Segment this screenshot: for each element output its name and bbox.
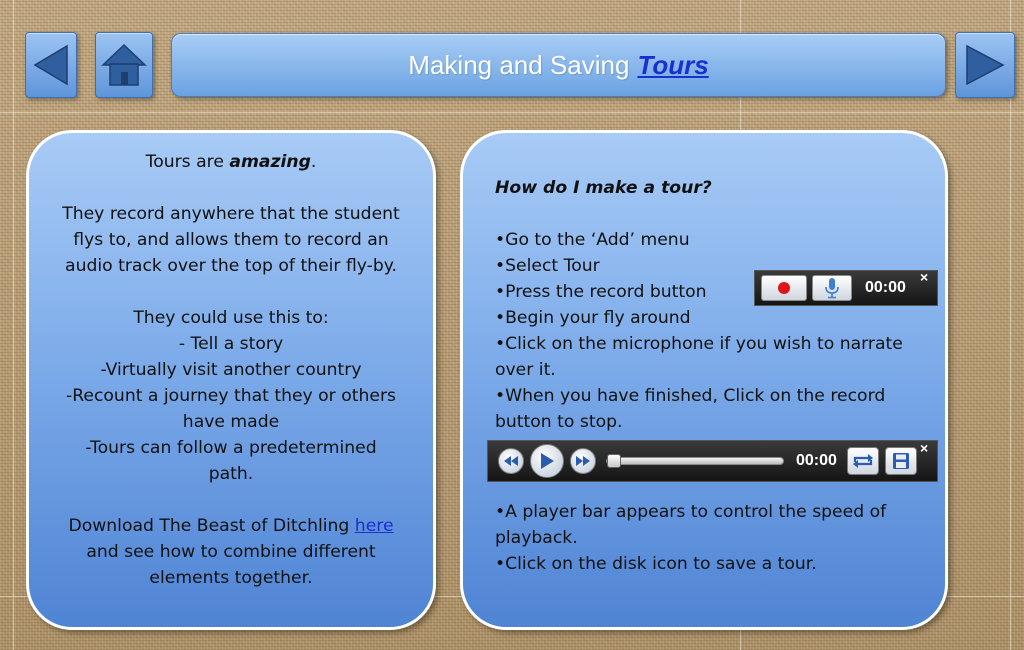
save-tour-button[interactable] xyxy=(885,447,917,475)
intro-line xyxy=(47,149,415,175)
next-button[interactable] xyxy=(955,32,1015,98)
download-here-link[interactable]: here xyxy=(354,516,394,536)
use-item: -Recount a journey that they or others have made xyxy=(66,386,396,432)
record-toolbar xyxy=(754,270,938,306)
microphone-icon xyxy=(824,277,840,299)
home-icon xyxy=(100,41,148,89)
loop-icon xyxy=(852,453,874,469)
step-item: •Click on the microphone if you wish to narrate over it. xyxy=(495,334,903,380)
intro-suffix: . xyxy=(310,152,317,172)
step-item: •Press the record button xyxy=(495,282,707,302)
play-button[interactable] xyxy=(530,444,564,478)
rewind-button[interactable] xyxy=(498,448,524,474)
step-item: •Go to the ‘Add’ menu xyxy=(495,230,690,250)
left-triangle-icon xyxy=(31,43,71,87)
download-suffix: and see how to combine different elements together. xyxy=(86,542,376,588)
playback-slider[interactable] xyxy=(606,457,784,465)
intro-emphasis: amazing xyxy=(229,152,311,172)
background-grid-line xyxy=(13,0,14,650)
step-item: •A player bar appears to control the speed of playback. xyxy=(495,502,887,548)
step-item: •Select Tour xyxy=(495,256,600,276)
loop-button[interactable] xyxy=(847,447,879,475)
player-toolbar xyxy=(487,440,938,482)
player-close-icon[interactable]: × xyxy=(920,440,929,456)
back-button[interactable] xyxy=(25,32,77,98)
step-item: •When you have finished, Click on the record button to stop. xyxy=(495,386,886,432)
fast-forward-button[interactable] xyxy=(570,448,596,474)
microphone-button[interactable] xyxy=(812,275,852,301)
uses-intro: They could use this to: xyxy=(133,308,329,328)
intro-prefix: Tours are xyxy=(145,152,230,172)
download-prefix: Download The Beast of Ditchling xyxy=(68,516,355,536)
download-line xyxy=(47,513,415,539)
info-panel-right xyxy=(460,130,948,630)
player-timer: 00:00 xyxy=(796,452,837,469)
how-to-question: How do I make a tour? xyxy=(495,178,712,198)
record-dot-icon xyxy=(777,281,791,295)
tours-title-link[interactable]: Tours xyxy=(637,49,709,80)
use-item: -Tours can follow a predetermined path. xyxy=(85,438,377,484)
disk-icon xyxy=(892,452,910,470)
record-timer: 00:00 xyxy=(865,279,906,296)
step-item: •Click on the disk icon to save a tour. xyxy=(495,554,817,574)
description-text: They record anywhere that the student flys to, and allows them to record an audio track over the top of their fly-by. xyxy=(62,204,400,276)
play-icon xyxy=(540,453,554,469)
record-close-icon[interactable]: × xyxy=(920,269,929,285)
playback-slider-thumb[interactable] xyxy=(607,454,621,468)
info-panel-left xyxy=(26,130,436,630)
use-item: -Virtually visit another country xyxy=(100,360,362,380)
title-bar xyxy=(171,33,946,97)
page-title: Making and Saving xyxy=(408,49,630,80)
home-button[interactable] xyxy=(95,32,153,98)
rewind-icon xyxy=(504,456,518,466)
use-item: - Tell a story xyxy=(178,334,284,354)
step-item: •Begin your fly around xyxy=(495,308,691,328)
background-grid-line xyxy=(0,112,1024,113)
record-button[interactable] xyxy=(761,275,807,301)
right-triangle-icon xyxy=(963,43,1007,87)
fast-forward-icon xyxy=(576,456,590,466)
